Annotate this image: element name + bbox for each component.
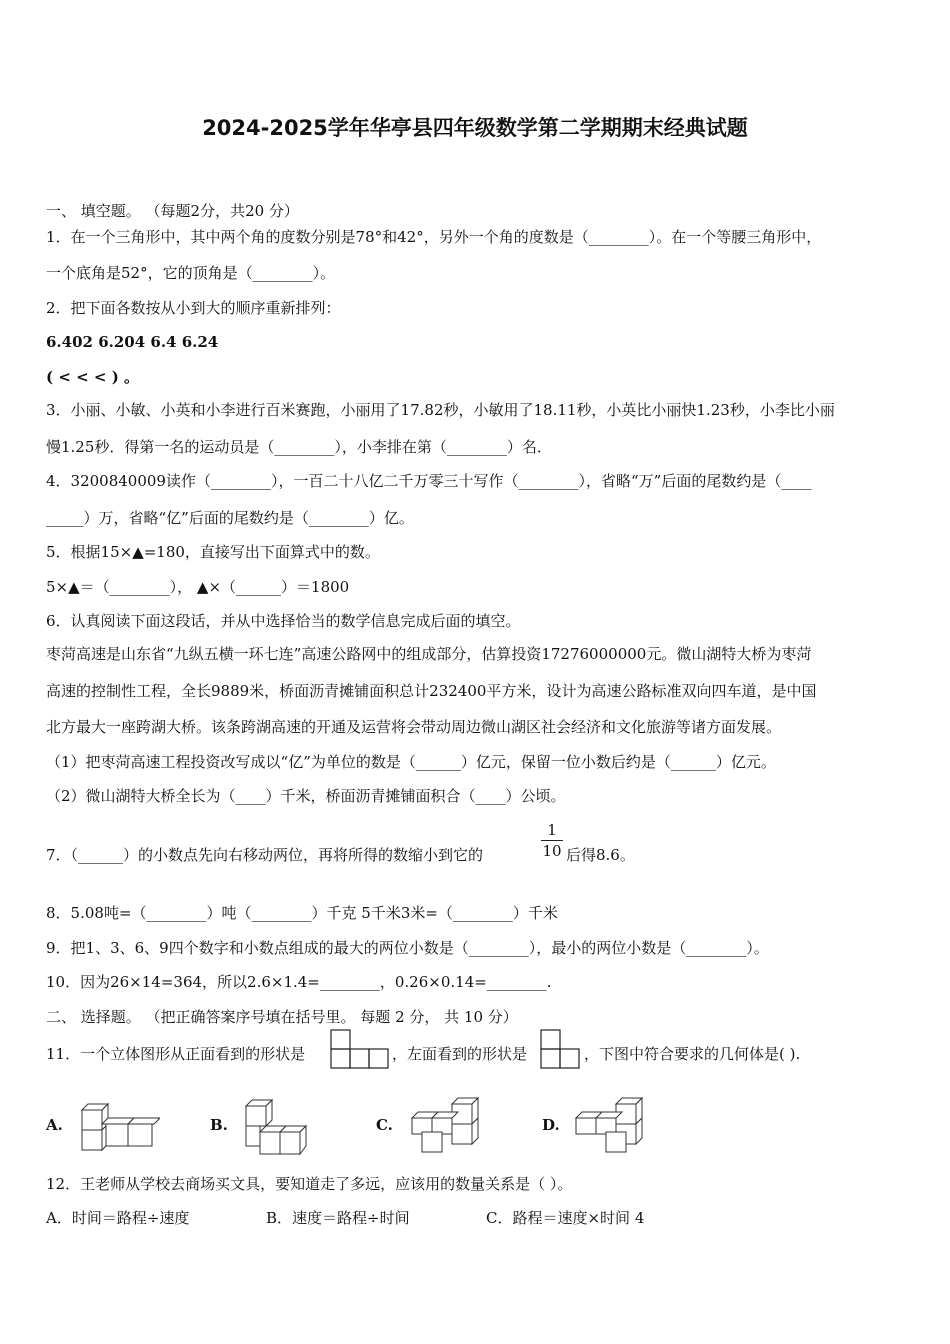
question-10: 10．因为26×14=364，所以2.6×1.4=________，0.26×0.14=________. [46,973,552,991]
question-11-part-1: 11．一个立体图形从正面看到的形状是 [46,1045,306,1063]
fraction-denominator: 10 [542,842,562,860]
option-a-cubes-icon [76,1100,160,1156]
question-4-line-2: _____）万，省略“亿”后面的尾数约是（________）亿。 [46,509,414,527]
section-1-heading: 一、 填空题。 （每题2分，共20 分） [46,202,299,220]
question-2-answer-blank: ( < < < ) 。 [46,368,140,386]
question-5-line-2: 5×▲＝（________）， ▲×（______）＝1800 [46,578,350,596]
fraction-numerator: 1 [541,820,563,841]
question-3-line-2: 慢1.25秒．得第一名的运动员是（________），小李排在第（________）名． [46,438,552,456]
question-8: 8．5.08吨=（________）吨（________）千克 5千米3米=（________）千米 [46,904,558,922]
question-5-line-1: 5．根据15×▲=180，直接写出下面算式中的数。 [46,543,380,561]
question-7-part-1: 7．（______）的小数点先向右移动两位，再将所得的数缩小到它的 [46,846,484,864]
option-d-cubes-icon [572,1096,648,1154]
question-6-passage-1: 枣菏高速是山东省“九纵五横一环七连”高速公路网中的组成部分，估算投资17276000000元。微山湖特大桥为枣菏 [46,645,812,663]
question-1-line-1: 1．在一个三角形中，其中两个角的度数分别是78°和42°，另外一个角的度数是（________）。在一个等腰三角形中， [46,228,822,246]
option-c-cubes-icon [408,1096,484,1154]
left-view-icon [540,1029,582,1069]
question-12-option-b: B．速度＝路程÷时间 [266,1209,410,1227]
question-2-line-1: 2．把下面各数按从小到大的顺序重新排列： [46,299,341,317]
question-6-sub-1: （1）把枣菏高速工程投资改写成以“亿”为单位的数是（______）亿元，保留一位小数后约是（______）亿元。 [46,753,776,771]
question-11-part-3: ，下图中符合要求的几何体是( ). [584,1045,801,1063]
page-title: 2024-2025学年华亭县四年级数学第二学期期末经典试题 [202,116,748,140]
question-3-line-1: 3．小丽、小敏、小英和小李进行百米赛跑，小丽用了17.82秒，小敏用了18.11秒，小英比小丽快1.23秒，小李比小丽 [46,401,835,419]
question-6-line-1: 6．认真阅读下面这段话，并从中选择恰当的数学信息完成后面的填空。 [46,612,521,630]
fraction-one-tenth [541,820,563,861]
option-a-label: A. [46,1116,63,1134]
option-d-label: D. [542,1116,560,1134]
option-c-label: C. [376,1116,393,1134]
question-12-option-c: C．路程＝速度×时间 4 [486,1209,645,1227]
section-2-heading: 二、 选择题。 （把正确答案序号填在括号里。 每题 2 分， 共 10 分） [46,1008,518,1026]
front-view-icon [330,1029,390,1069]
option-b-label: B. [210,1116,228,1134]
question-6-passage-2: 高速的控制性工程，全长9889米，桥面沥青摊铺面积总计232400平方米，设计为高速公路标准双向四车道，是中国 [46,682,817,700]
question-1-line-2: 一个底角是52°，它的顶角是（________）。 [46,264,336,282]
question-6-sub-2: （2）微山湖特大桥全长为（____）千米，桥面沥青摊铺面积合（____）公顷。 [46,787,566,805]
question-9: 9．把1、3、6、9四个数字和小数点组成的最大的两位小数是（________），最小的两位小数是（________）。 [46,939,769,957]
question-6-passage-3: 北方最大一座跨湖大桥。该条跨湖高速的开通及运营将会带动周边微山湖区社会经济和文化旅游等诸方面发展。 [46,718,782,736]
option-b-cubes-icon [240,1098,320,1158]
question-11-part-2: ，左面看到的形状是 [392,1045,528,1063]
question-2-numbers: 6.402 6.204 6.4 6.24 [46,333,219,351]
question-12-option-a: A．时间＝路程÷速度 [46,1209,190,1227]
question-7-part-2: 后得8.6。 [566,846,635,864]
question-4-line-1: 4．3200840009读作（________），一百二十八亿二千万零三十写作（________），省略“万”后面的尾数约是（____ [46,472,812,490]
question-12: 12．王老师从学校去商场买文具，要知道走了多远，应该用的数量关系是（ ）。 [46,1175,573,1193]
